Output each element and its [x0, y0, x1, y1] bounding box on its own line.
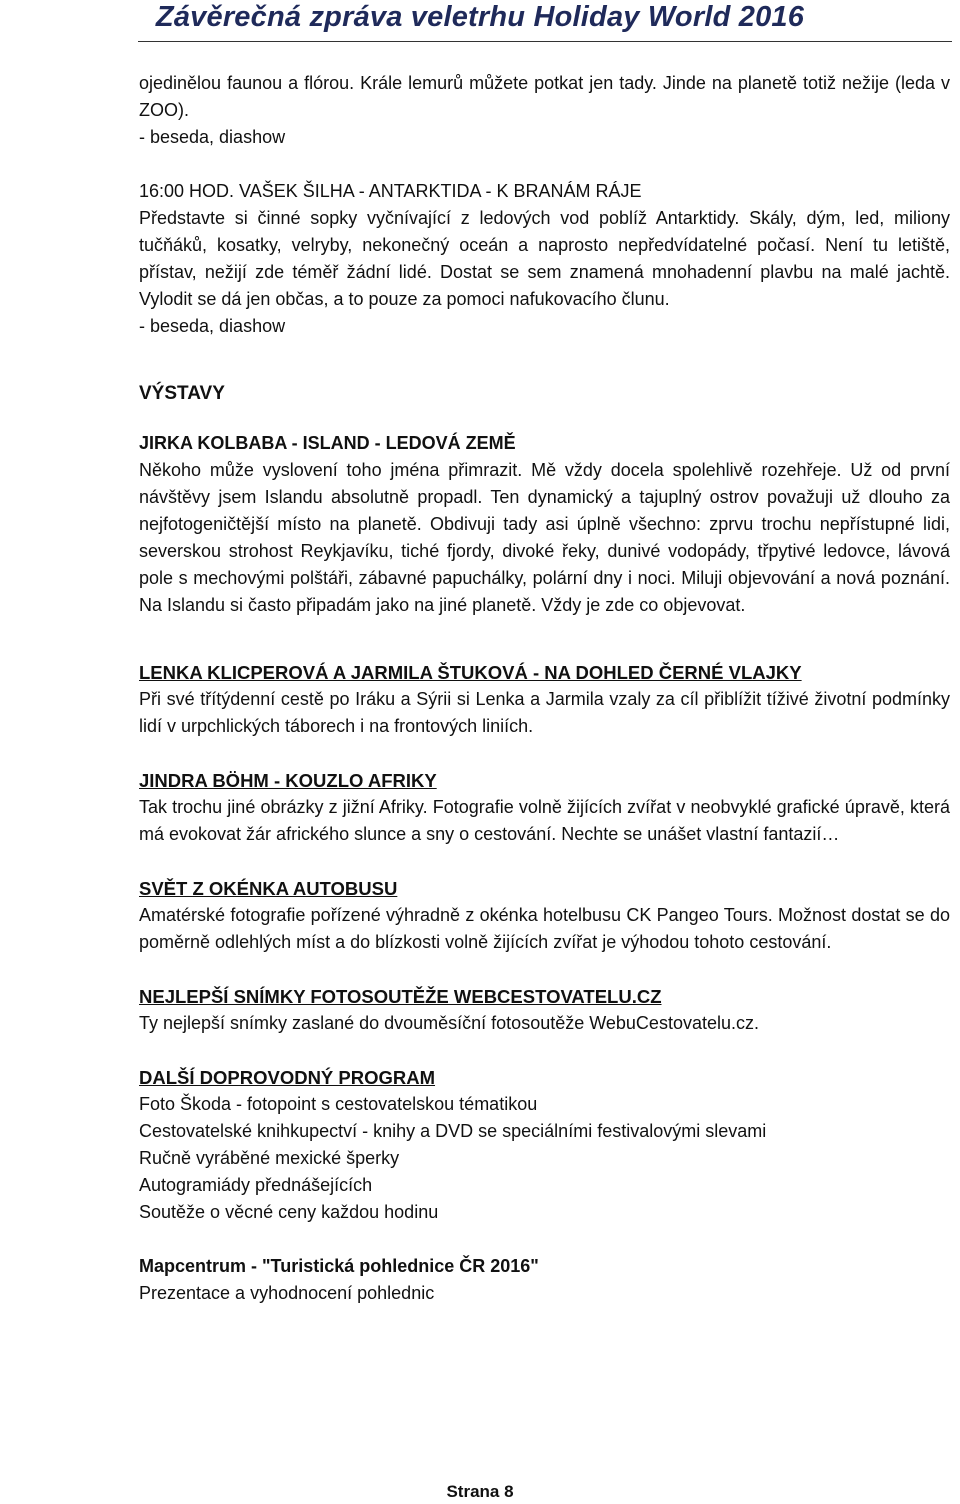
mapcentrum-text: Prezentace a vyhodnocení pohlednic — [139, 1283, 435, 1303]
header-divider — [138, 41, 952, 42]
event-title: 16:00 HOD. VAŠEK ŠILHA - ANTARKTIDA - K BRANÁM RÁJE — [139, 181, 642, 201]
exhibition-text-2: Při své třítýdenní cestě po Iráku a Sýrii si Lenka a Jarmila vzaly za cíl přiblížit tíživé životní podmínky lidí v urpchlických táborech i na frontových liniích. — [139, 689, 950, 736]
exhibition-title-1: JIRKA KOLBABA - ISLAND - LEDOVÁ ZEMĚ — [139, 433, 516, 453]
document-body — [139, 70, 950, 1307]
exhibition-text-4: Amatérské fotografie pořízené výhradně z okénka hotelbusu CK Pangeo Tours. Možnost dostat se do poměrně odlehlých míst a do blízkosti volně žijících zvířat je výhodou tohoto cestování. — [139, 905, 950, 952]
page-header-title: Závěrečná zpráva veletrhu Holiday World 2016 — [155, 1, 805, 33]
program-item: Cestovatelské knihkupectví - knihy a DVD se speciálními festivalovými slevami — [139, 1121, 767, 1141]
exhibition-title-4: SVĚT Z OKÉNKA AUTOBUSU — [139, 878, 398, 899]
program-item: Soutěže o věcné ceny každou hodinu — [139, 1202, 439, 1222]
exhibition-text-3: Tak trochu jiné obrázky z jižní Afriky. Fotografie volně žijících zvířat v neobvyklé grafické úpravě, která má evokovat žár afrického slunce a sny o cestování. Nechte se unášet vlastní fantazií… — [139, 797, 950, 844]
exhibition-title-2: LENKA KLICPEROVÁ A JARMILA ŠTUKOVÁ - NA DOHLED ČERNÉ VLAJKY — [139, 662, 802, 683]
intro-format: - beseda, diashow — [139, 127, 286, 147]
program-item: Autogramiády přednášejících — [139, 1175, 373, 1195]
mapcentrum-title: Mapcentrum - "Turistická pohlednice ČR 2016" — [139, 1256, 539, 1276]
program-item: Ručně vyráběné mexické šperky — [139, 1148, 400, 1168]
exhibition-text-5: Ty nejlepší snímky zaslané do dvouměsíční fotosoutěže WebuCestovatelu.cz. — [139, 1013, 759, 1033]
program-item: Foto Škoda - fotopoint s cestovatelskou tématikou — [139, 1094, 538, 1114]
event-text: Představte si činné sopky vyčnívající z ledových vod poblíž Antarktidy. Skály, dým, led, miliony tučňáků, kosatky, velryby, nekonečný oceán a naprosto nepředvídatelné počasí. Není tu letiště, přístav, nežijí zde téměř žádní lidé. Dostat se sem znamená mnohadenní plavbu na malé jachtě. Vylodit se dá jen občas, a to pouze za pomoci nafukovacího člunu. — [139, 208, 950, 309]
event-format: - beseda, diashow — [139, 316, 286, 336]
exhibition-title-3: JINDRA BÖHM - KOUZLO AFRIKY — [139, 770, 437, 791]
program-title: DALŠÍ DOPROVODNÝ PROGRAM — [139, 1067, 436, 1088]
exhibition-title-5: NEJLEPŠÍ SNÍMKY FOTOSOUTĚŽE WEBCESTOVATELU.CZ — [139, 986, 662, 1007]
page-number: Strana 8 — [446, 1482, 514, 1501]
exhibition-text-1: Někoho může vyslovení toho jména přimrazit. Mě vždy docela spolehlivě rozehřeje. Už od první návštěvy jsem Islandu absolutně propadl. Ten dynamický a tajuplný ostrov považuji už dlouho za nejfotogeničtější místo na planetě. Obdivuji tady asi úplně všechno: zprvu trochu nepřístupné lidi, severskou strohost Reykjavíku, tiché fjordy, divoké řeky, dunivé vodopády, třpytivé ledovce, lávová pole s mechovými polštáři, zábavné papuchálky, polární dny i noci. Miluji objevování a nová poznání. Na Islandu si často připadám jako na jiné planetě. Vždy je zde co objevovat. — [139, 460, 950, 615]
exhibitions-heading: VÝSTAVY — [139, 383, 225, 404]
intro-text: ojedinělou faunou a flórou. Krále lemurů můžete potkat jen tady. Jinde na planetě totiž nežije (leda v ZOO). — [139, 73, 950, 120]
